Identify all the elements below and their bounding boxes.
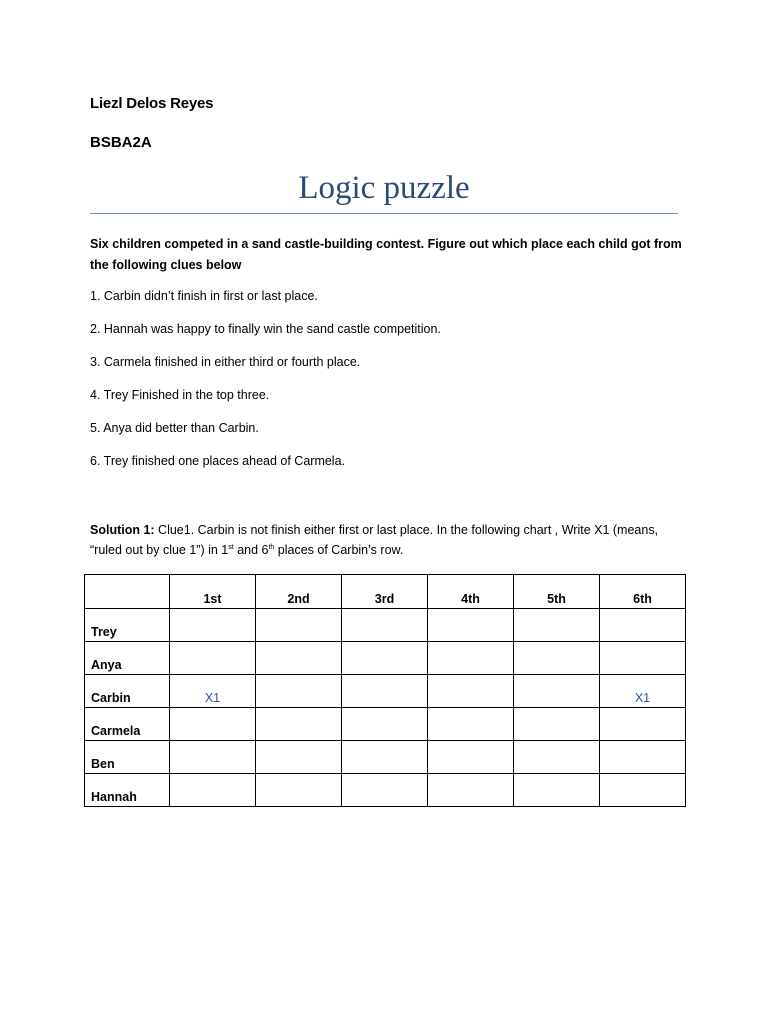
grid-cell	[170, 708, 256, 741]
table-row	[85, 741, 686, 774]
grid-cell	[600, 774, 686, 807]
title-underline	[90, 213, 678, 214]
column-header-2nd: 2nd	[256, 575, 342, 609]
grid-cell	[514, 708, 600, 741]
grid-cell	[600, 609, 686, 642]
column-header-5th: 5th	[514, 575, 600, 609]
clue-item: 3. Carmela finished in either third or fourth place.	[90, 355, 361, 369]
column-header-1st: 1st	[170, 575, 256, 609]
table-header-row	[85, 575, 686, 609]
row-name: Hannah	[85, 774, 170, 807]
grid-cell	[170, 609, 256, 642]
clue-item: 1. Carbin didn’t finish in first or last place.	[90, 289, 318, 303]
author-name: Liezl Delos Reyes	[90, 95, 214, 112]
row-name: Ben	[85, 741, 170, 774]
row-name: Anya	[85, 642, 170, 675]
table-corner-cell	[85, 575, 170, 609]
solution-text: Clue1. Carbin is not finish either first or last place. In the following chart , Write X1 (means, “ruled out by clue 1”) in 1	[90, 523, 659, 557]
grid-cell	[514, 642, 600, 675]
table-row	[85, 609, 686, 642]
grid-cell: X1	[170, 675, 256, 708]
clue-list	[90, 287, 690, 485]
grid-cell	[514, 774, 600, 807]
grid-cell	[428, 642, 514, 675]
table-row	[85, 642, 686, 675]
clue-item: 4. Trey Finished in the top three.	[90, 388, 270, 402]
grid-cell	[428, 774, 514, 807]
grid-cell	[428, 609, 514, 642]
grid-cell	[600, 708, 686, 741]
grid-cell	[514, 741, 600, 774]
grid-cell	[428, 708, 514, 741]
column-header-6th: 6th	[600, 575, 686, 609]
page-title: Logic puzzle	[298, 170, 470, 206]
column-header-4th: 4th	[428, 575, 514, 609]
grid-cell	[170, 774, 256, 807]
ordinal-suffix: st	[228, 543, 234, 551]
grid-cell	[428, 675, 514, 708]
solution-text: and 6	[233, 543, 269, 557]
grid-cell	[170, 642, 256, 675]
clue-item: 6. Trey finished one places ahead of Carmela.	[90, 454, 346, 468]
grid-cell	[256, 774, 342, 807]
ordinal-suffix: th	[268, 543, 275, 551]
grid-cell	[514, 675, 600, 708]
solution-text: places of Carbin’s row.	[274, 543, 404, 557]
grid-cell	[256, 741, 342, 774]
grid-cell	[342, 708, 428, 741]
grid-cell	[256, 708, 342, 741]
section-label: BSBA2A	[90, 134, 152, 151]
table-row	[85, 774, 686, 807]
grid-cell	[170, 741, 256, 774]
row-name: Carmela	[85, 708, 170, 741]
table-row	[85, 675, 686, 708]
solution-lead: Solution 1:	[90, 523, 155, 537]
grid-cell	[256, 642, 342, 675]
grid-cell	[342, 741, 428, 774]
row-name: Carbin	[85, 675, 170, 708]
grid-cell	[514, 609, 600, 642]
grid-cell	[342, 609, 428, 642]
grid-cell	[428, 741, 514, 774]
logic-grid-table	[84, 574, 686, 807]
grid-cell	[342, 675, 428, 708]
grid-cell	[256, 609, 342, 642]
grid-cell: X1	[600, 675, 686, 708]
intro-paragraph: Six children competed in a sand castle-building contest. Figure out which place each child got from the following clues below	[90, 237, 682, 272]
solution-paragraph	[90, 520, 690, 560]
grid-cell	[256, 675, 342, 708]
row-name: Trey	[85, 609, 170, 642]
clue-item: 5. Anya did better than Carbin.	[90, 421, 259, 435]
grid-cell	[342, 774, 428, 807]
column-header-3rd: 3rd	[342, 575, 428, 609]
grid-cell	[600, 642, 686, 675]
clue-item: 2. Hannah was happy to finally win the sand castle competition.	[90, 322, 441, 336]
grid-cell	[342, 642, 428, 675]
table-row	[85, 708, 686, 741]
grid-cell	[600, 741, 686, 774]
